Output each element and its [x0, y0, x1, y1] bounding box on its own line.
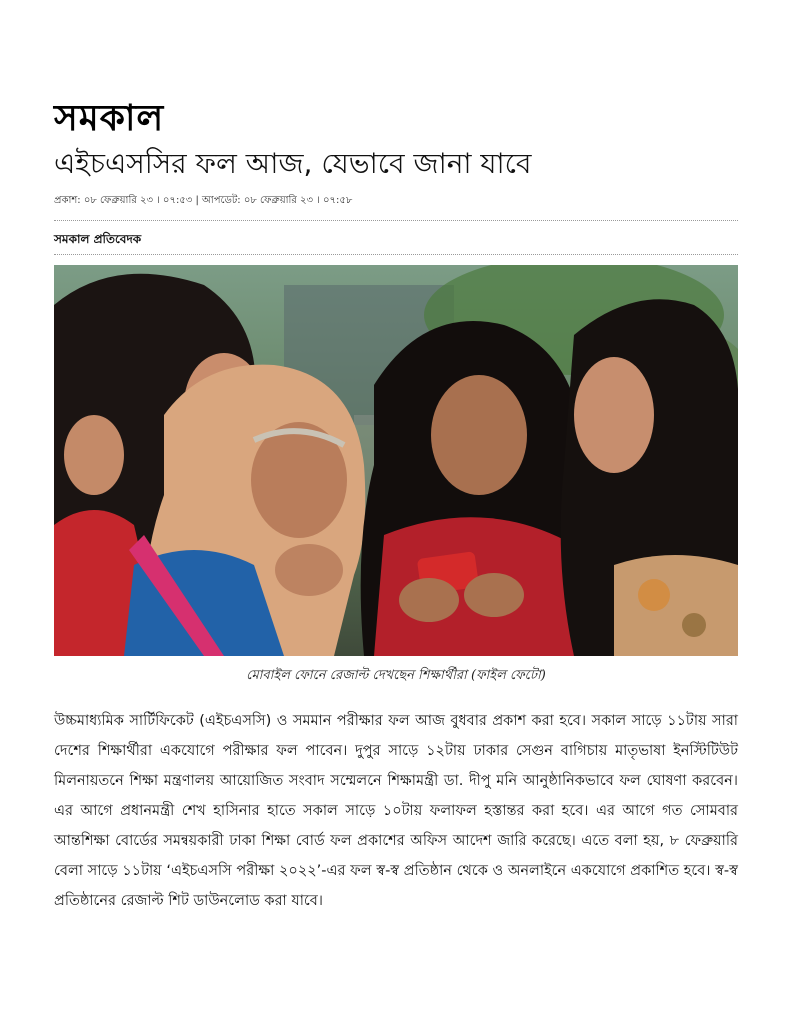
- article-headline: এইচএসসির ফল আজ, যেভাবে জানা যাবে: [54, 147, 532, 180]
- masthead-logo[interactable]: সমকাল: [54, 97, 165, 139]
- article-page: [54, 96, 738, 931]
- divider-top: [54, 220, 738, 221]
- article-photo: [54, 265, 738, 656]
- publish-meta: প্রকাশ: ০৮ ফেব্রুয়ারি ২৩ । ০৭:৫৩ | আপডেট: ০৮ ফেব্রুয়ারি ২৩ । ০৭:৫৮: [54, 195, 353, 206]
- photo-caption: মোবাইল ফোনে রেজাল্ট দেখছেন শিক্ষার্থীরা (ফাইল ফেটো): [246, 668, 546, 683]
- divider-bottom: [54, 254, 738, 255]
- article-body: উচ্চমাধ্যমিক সার্টিফিকেট (এইচএসসি) ও সমমান পরীক্ষার ফল আজ বুধবার প্রকাশ করা হবে। সকাল সাড়ে ১১টায় সারা দেশের শিক্ষার্থীরা একযোগে পরীক্ষার ফল পাবেন। দুপুর সাড়ে ১২টায় ঢাকার সেগুন বাগিচায় মাতৃভাষা ইনস্টিটিউট মিলনায়তনে শিক্ষা মন্ত্রণালয় আয়োজিত সংবাদ সম্মেলনে শিক্ষামন্ত্রী ডা. দীপু মনি আনুষ্ঠানিকভাবে ফল ঘোষণা করবেন। এর আগে প্রধানমন্ত্রী শেখ হাসিনার হাতে সকাল সাড়ে ১০টায় ফলাফল হস্তান্তর করা হবে। এর আগে গত সোমবার আন্তশিক্ষা বোর্ডের সমন্বয়কারী ঢাকা শিক্ষা বোর্ড ফল প্রকাশের অফিস আদেশ জারি করেছে। এতে বলা হয়, ৮ ফেব্রুয়ারি বেলা সাড়ে ১১টায় ‘এইচএসসি পরীক্ষা ২০২২’-এর ফল স্ব-স্ব প্রতিষ্ঠান থেকে ও অনলাইনে একযোগে প্রকাশিত হবে। স্ব-স্ব প্রতিষ্ঠানের রেজাল্ট শিট ডাউনলোড করা যাবে।: [54, 713, 738, 909]
- photo-illustration: [54, 265, 738, 656]
- article-author: সমকাল প্রতিবেদক: [54, 232, 142, 246]
